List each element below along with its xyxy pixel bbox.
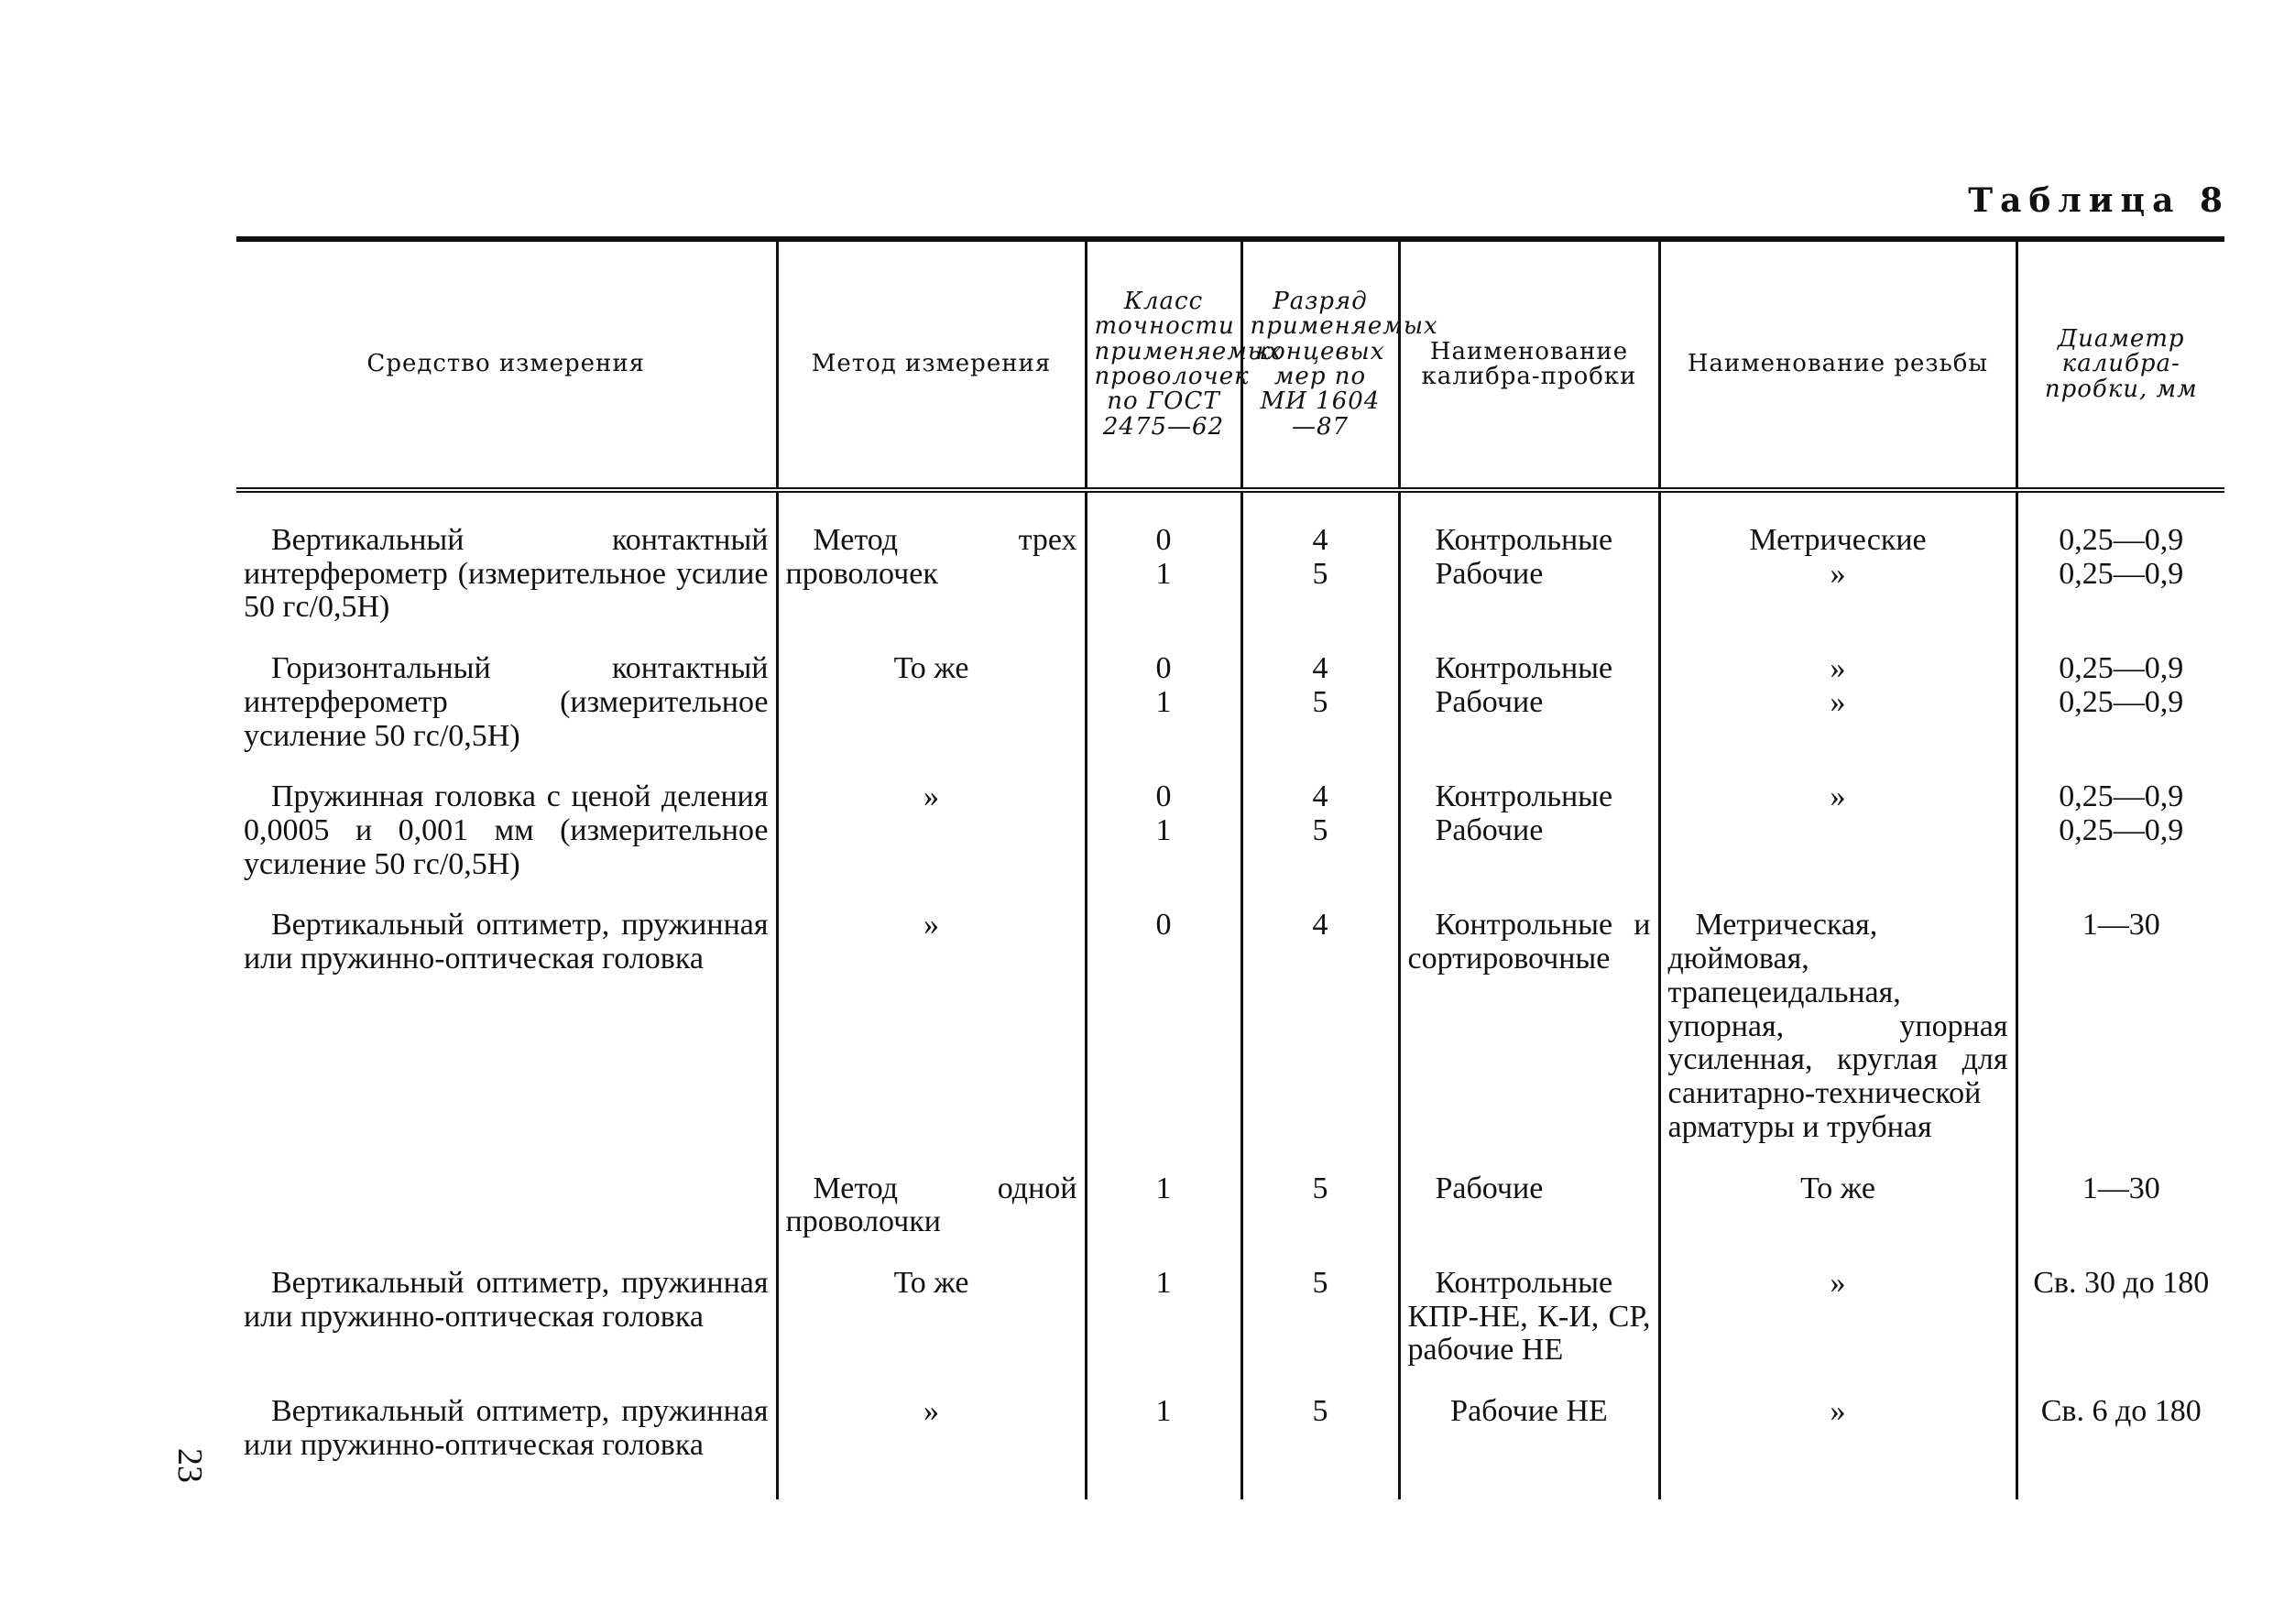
page-number: 23	[170, 1448, 209, 1483]
cell-instrument: Вертикальный оптиметр, пружинная или пружинно-оптическая головка	[244, 1265, 769, 1334]
table-row	[236, 766, 2224, 894]
cell-diameter: 1—30	[2016, 1158, 2224, 1252]
cell-thread: »	[1659, 1380, 2016, 1499]
table-row	[236, 490, 2224, 638]
table-caption: Таблица 8	[1968, 181, 2230, 220]
cell-diameter: 1—30	[2016, 894, 2224, 1157]
cell-diameter: 0,25—0,9 0,25—0,9	[2016, 766, 2224, 894]
table-row	[236, 1380, 2224, 1499]
cell-method: »	[777, 1380, 1086, 1499]
cell-plug-gauge: Рабочие	[1399, 1158, 1659, 1252]
cell-gauge-block-grade: 4	[1241, 894, 1399, 1157]
cell-thread: »	[1659, 1252, 2016, 1380]
cell-plug-gauge: Контрольные Рабочие	[1399, 638, 1659, 766]
cell-wire-class: 0 1	[1086, 766, 1241, 894]
cell-wire-class: 1	[1086, 1252, 1241, 1380]
cell-method: То же	[777, 1252, 1086, 1380]
cell-diameter: Св. 6 до 180	[2016, 1380, 2224, 1499]
cell-plug-gauge: Контрольные и сортировочные	[1399, 894, 1659, 1157]
cell-thread: »	[1659, 766, 2016, 894]
cell-method: Метод трех проволочек	[777, 490, 1086, 638]
cell-gauge-block-grade: 4 5	[1241, 638, 1399, 766]
table-header-row	[236, 239, 2224, 490]
cell-instrument: Вертикальный оптиметр, пружинная или пружинно-оптическая головка	[244, 908, 769, 976]
cell-diameter: 0,25—0,9 0,25—0,9	[2016, 490, 2224, 638]
measurement-table	[236, 236, 2224, 1499]
table-row	[236, 1252, 2224, 1380]
cell-wire-class: 1	[1086, 1380, 1241, 1499]
cell-gauge-block-grade: 4 5	[1241, 490, 1399, 638]
cell-diameter: 0,25—0,9 0,25—0,9	[2016, 638, 2224, 766]
cell-plug-gauge: Контрольные Рабочие	[1399, 766, 1659, 894]
table-row	[236, 1158, 2224, 1252]
cell-plug-gauge: Рабочие НЕ	[1399, 1380, 1659, 1499]
cell-thread: Метрические »	[1659, 490, 2016, 638]
cell-instrument: Пружинная головка с ценой деления 0,0005 и 0,001 мм (измерительное усиление 50 гс/0,5Н)	[244, 779, 769, 881]
cell-diameter: Св. 30 до 180	[2016, 1252, 2224, 1380]
cell-wire-class: 0 1	[1086, 638, 1241, 766]
header-method: Метод измерения	[777, 239, 1086, 490]
cell-instrument: Вертикальный оптиметр, пружинная или пружинно-оптическая головка	[244, 1394, 769, 1462]
cell-instrument	[236, 1158, 777, 1252]
header-diameter: Диаметр калибра-пробки, мм	[2016, 239, 2224, 490]
cell-thread: Метрическая, дюймовая, трапецеидальная, упорная, упорная усиленная, круглая для санитарно-технической арматуры и трубная	[1659, 894, 2016, 1157]
table-row	[236, 638, 2224, 766]
cell-gauge-block-grade: 5	[1241, 1252, 1399, 1380]
cell-wire-class: 0 1	[1086, 490, 1241, 638]
cell-method: »	[777, 894, 1086, 1157]
cell-thread: То же	[1659, 1158, 2016, 1252]
cell-thread: » »	[1659, 638, 2016, 766]
cell-gauge-block-grade: 5	[1241, 1158, 1399, 1252]
cell-gauge-block-grade: 5	[1241, 1380, 1399, 1499]
cell-wire-class: 0	[1086, 894, 1241, 1157]
header-wire-class: Класс точности применяемых проволочек по ГОСТ 2475—62	[1086, 239, 1241, 490]
cell-plug-gauge: Контрольные Рабочие	[1399, 490, 1659, 638]
table-row	[236, 894, 2224, 1157]
cell-plug-gauge: Контрольные КПР-НЕ, К-И, СР, рабочие НЕ	[1399, 1252, 1659, 1380]
header-instrument: Средство измерения	[236, 239, 777, 490]
header-plug-gauge: Наименование калибра-пробки	[1399, 239, 1659, 490]
cell-instrument: Вертикальный контактный интерферометр (измерительное усилие 50 гс/0,5Н)	[244, 523, 769, 625]
cell-method: »	[777, 766, 1086, 894]
cell-method: То же	[777, 638, 1086, 766]
header-thread: Наименование резьбы	[1659, 239, 2016, 490]
cell-instrument: Горизонтальный контактный интерферометр (измерительное усиление 50 гс/0,5Н)	[244, 651, 769, 753]
cell-wire-class: 1	[1086, 1158, 1241, 1252]
cell-gauge-block-grade: 4 5	[1241, 766, 1399, 894]
cell-method: Метод одной проволочки	[777, 1158, 1086, 1252]
header-gauge-block-grade: Разряд применяемых концевых мер по МИ 1604—87	[1241, 239, 1399, 490]
